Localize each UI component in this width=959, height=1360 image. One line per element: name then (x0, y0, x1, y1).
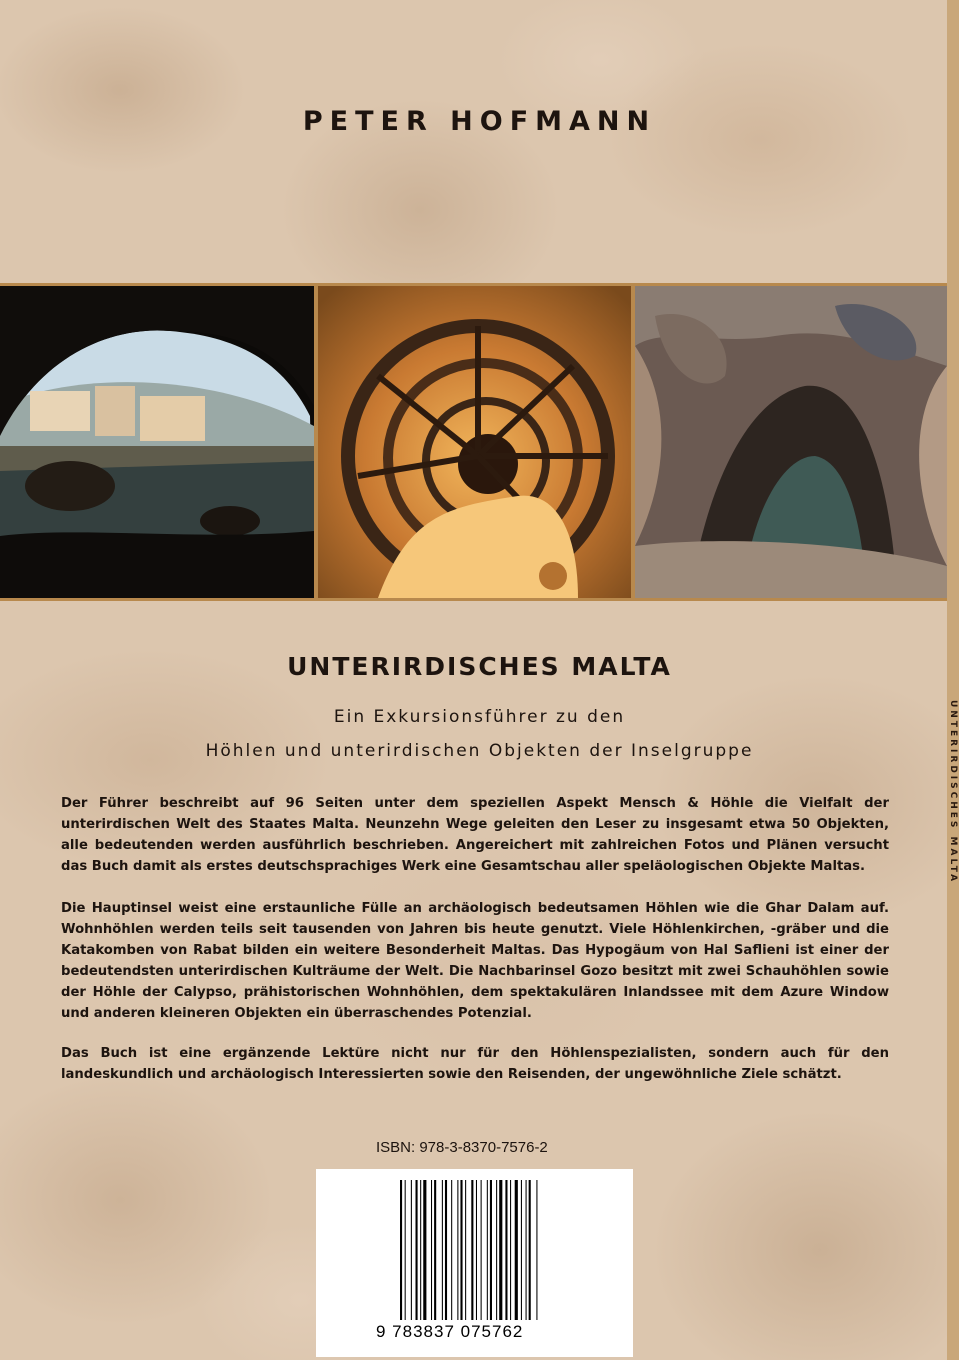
barcode-bar (476, 1180, 477, 1320)
spiral-staircase-photo (318, 286, 631, 598)
barcode-bar (445, 1180, 447, 1320)
barcode-bar (499, 1180, 502, 1320)
barcode-bar (529, 1180, 531, 1320)
barcode-bar (481, 1180, 482, 1320)
description-paragraph: Der Führer beschreibt auf 96 Seiten unter dem speziellen Aspekt Mensch & Höhle die Vielfalt der unterirdischen Welt des Staates Malta. Neunzehn Wege geleiten den Leser zu insgesamt etwa 50 Objekten, alle bedeutenden werden ausführlich beschrieben. Angereichert mit zahlreichen Fotos und Plänen versucht das Buch damit als erstes deutschsprachiges Werk eine Gesamtschau aller speläologischen Objekte Maltas. (61, 796, 889, 874)
barcode-bar (487, 1180, 488, 1320)
barcode-bar (434, 1180, 436, 1320)
book-title: UNTERIRDISCHES MALTA (287, 652, 672, 681)
barcode-bar (526, 1180, 527, 1320)
barcode-bar (510, 1180, 511, 1320)
barcode-bar (515, 1180, 518, 1320)
barcode (400, 1180, 574, 1320)
coastal-cave-photo (0, 286, 314, 598)
subtitle-line-1: Ein Exkursionsführer zu den (333, 707, 626, 727)
barcode-bar (400, 1180, 402, 1320)
barcode-bar (471, 1180, 473, 1320)
author-name: PETER HOFMANN (302, 106, 657, 137)
barcode-bar (496, 1180, 497, 1320)
barcode-bar (505, 1180, 507, 1320)
barcode-bar (423, 1180, 426, 1320)
barcode-bar (490, 1180, 492, 1320)
isbn-label: ISBN: 978-3-8370-7576-2 (376, 1139, 548, 1156)
barcode-bar (457, 1180, 458, 1320)
barcode-bar (431, 1180, 432, 1320)
barcode-bar (442, 1180, 443, 1320)
barcode-bar (521, 1180, 522, 1320)
barcode-bar (460, 1180, 462, 1320)
description-paragraph: Das Buch ist eine ergänzende Lektüre nicht nur für den Höhlenspezialisten, sondern auch für den landeskundlich und archäologisch Interessierten sowie den Reisenden, der ungewöhnliche Ziele schätzt. (61, 1046, 889, 1082)
spine-title: UNTERIRDISCHES MALTA (948, 700, 958, 885)
barcode-bar (411, 1180, 412, 1320)
barcode-bar (405, 1180, 406, 1320)
barcode-box (316, 1169, 633, 1357)
barcode-bar (465, 1180, 466, 1320)
cave-interior-photo (635, 286, 947, 598)
barcode-number: 9 783837 075762 (376, 1322, 524, 1341)
barcode-bar (451, 1180, 452, 1320)
barcode-bar (536, 1180, 537, 1320)
subtitle-line-2: Höhlen und unterirdischen Objekten der Inselgruppe (205, 741, 754, 761)
barcode-bar (416, 1180, 418, 1320)
barcode-bar (420, 1180, 421, 1320)
photo-strip (0, 283, 947, 601)
description-paragraph: Die Hauptinsel weist eine erstaunliche Fülle an archäologisch bedeutsamen Höhlen wie die Ghar Dalam auf. Wohnhöhlen werden teils seit tausenden von Jahren bis heute genutzt. Viele Höhlenkirchen, -gräber und die Katakomben von Rabat bilden ein weitere Besonderheit Maltas. Das Hypogäum von Hal Saflieni ist einer der bedeutendsten unterirdischen Kulträume der Welt. Die Nachbarinsel Gozo besitzt mit zwei Schauhöhlen sowie der Höhle der Calypso, prähistorischen Wohnhöhlen, dem spektakulären Inlandssee mit dem Azure Window und anderen kleineren Objekten ein überraschendes Potenzial. (61, 901, 889, 1021)
